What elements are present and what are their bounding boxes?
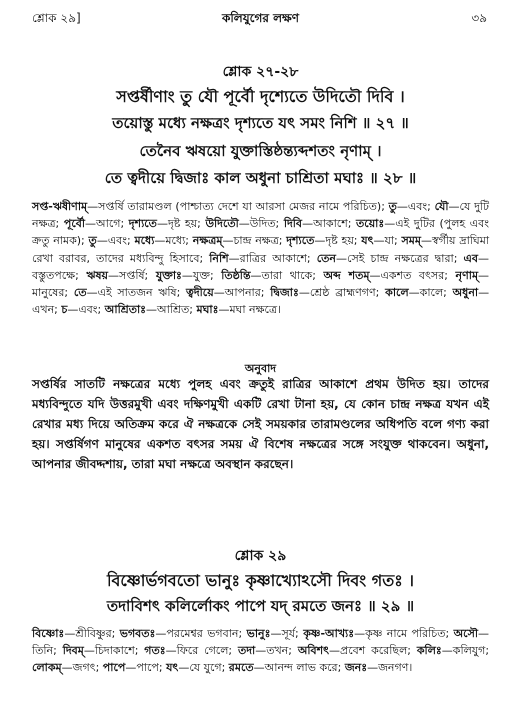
- synonym-meaning: —এই সাতজন ঋষি;: [86, 286, 181, 300]
- synonym-term: মঘাঃ: [196, 303, 219, 317]
- synonym-meaning: —যে যুগে;: [178, 661, 226, 675]
- synonym-term: কলিঃ: [416, 644, 442, 658]
- synonym-term: যুক্তাঃ: [155, 268, 182, 282]
- synonym-meaning: —সপ্তর্ষি তারামণ্ডল (পাশ্চাত্য দেশে যা আরসা মেজর নামে পরিচিত);: [87, 200, 385, 213]
- synonym-term: যৎ: [166, 661, 179, 675]
- synonym-meaning: —যা;: [373, 234, 398, 248]
- synonym-term: পাপে: [102, 661, 126, 675]
- synonym-meaning: —মধ্যে;: [154, 234, 189, 248]
- synonym-meaning: —আশ্রিত;: [146, 303, 193, 317]
- synonym-meaning: —জনগণ।: [367, 661, 413, 675]
- synonym-meaning: —দৃষ্ট হয়;: [156, 217, 201, 231]
- synonym-meaning: —প্রবেশ করেছিল;: [329, 644, 411, 658]
- synonym-meaning: —আকাশে;: [302, 217, 352, 231]
- synonym-term: ঋষয়: [86, 268, 109, 282]
- synonym-meaning: —সেই চান্দ্র নক্ষত্রের দ্বারা;: [336, 251, 458, 265]
- synonym-term: নৃণাম্: [455, 268, 479, 282]
- synonym-term: লোকম্: [32, 661, 62, 675]
- verse-line: সপ্তর্ষীণাং তু যৌ পূর্বৌ দৃশ্যেতে উদিতৌ দিবি ।: [116, 87, 405, 106]
- synonym-term: দিবম্: [62, 644, 84, 658]
- synonym-term: এব: [463, 251, 479, 265]
- synonym-meaning: —পরমেশ্বর ভগবান;: [155, 627, 243, 640]
- synonym-meaning: —মঘা নক্ষত্রে।: [218, 303, 281, 317]
- synonym-meaning: —এবং;: [67, 303, 102, 317]
- translation-heading: অনুবাদ: [244, 362, 277, 375]
- synonym-meaning: —যে দুটি নক্ষত্র;: [32, 200, 489, 231]
- synonym-term: তিষ্ঠন্তি: [221, 268, 251, 282]
- synonym-term: নক্ষত্রম্: [192, 234, 223, 248]
- synonym-meaning: —তারা থাকে;: [250, 268, 316, 282]
- synonym-meaning: —রাত্রির আকাশে;: [228, 251, 311, 265]
- synonym-term: সমম্: [401, 234, 421, 248]
- synonym-term: যৎ: [361, 234, 374, 248]
- synonym-meaning: —উদিত;: [238, 217, 280, 231]
- synonym-meaning: —তখন;: [255, 644, 292, 658]
- synonym-term: মধ্যে: [134, 234, 155, 248]
- synonym-meaning: —এই দুটির (পুলহ এবং ক্রতু নামক);: [32, 217, 490, 248]
- synonym-term: কৃষ্ণ-আখ্যঃ: [303, 627, 355, 640]
- synonym-term: রমতে: [228, 661, 254, 675]
- page-header: [32, 10, 489, 30]
- synonym-meaning: —ফিরে গেলে;: [165, 644, 233, 658]
- synonym-meaning: —সপ্তর্ষি;: [108, 268, 149, 282]
- synonym-term: কালে: [385, 286, 409, 300]
- synonym-term: দৃশ্যতে: [128, 217, 157, 231]
- synonym-meaning: —শ্রীবিষ্ণুর;: [64, 627, 116, 640]
- synonym-meaning: —একশত বৎসর;: [369, 268, 448, 282]
- synonym-term: নিশি: [209, 251, 229, 265]
- synonym-meaning: —শ্রেষ্ঠ ব্রাহ্মণগণ;: [298, 286, 380, 300]
- verse-line: তেনৈব ঋষয়ো যুক্তাস্তিষ্ঠন্ত্যব্দশতং নৃণাম্ ।: [139, 142, 382, 160]
- synonym-term: জনঃ: [344, 661, 368, 675]
- synonym-meaning: —এবং;: [96, 234, 131, 248]
- synonym-term: আশ্রিতাঃ: [104, 303, 147, 317]
- synonym-meaning: —পাপে;: [125, 661, 163, 675]
- synonym-meaning: —এবং;: [396, 200, 431, 213]
- synonym-meaning: —আগে;: [85, 217, 125, 231]
- synonyms-paragraph: [32, 625, 489, 677]
- verse-heading-29: শ্লোক ২৯: [234, 548, 287, 564]
- verse-line: বিষ্ণোর্ভগবতো ভানুঃ কৃষ্ণাখ্যোঽসৌ দিবং গতঃ ।: [106, 571, 415, 590]
- header-chapter-title: কলিযুগের লক্ষণ: [221, 11, 300, 25]
- synonym-term: ভানুঃ: [246, 627, 271, 640]
- synonym-meaning: —কৃষ্ণ নামে পরিচিত;: [354, 627, 450, 640]
- synonym-term: তে: [73, 286, 87, 300]
- verse-heading-27-28: শ্লোক ২৭-২৮: [222, 64, 299, 80]
- header-verse-ref: শ্লোক ২৯]: [32, 11, 81, 25]
- synonym-meaning: —চিদাকাশে;: [83, 644, 139, 658]
- synonym-term: বিষ্ণোঃ: [32, 627, 65, 640]
- synonym-term: চ: [61, 303, 68, 317]
- synonym-term: তু: [88, 234, 97, 248]
- synonym-term: গতঃ: [144, 644, 166, 658]
- synonym-term: তদা: [237, 644, 256, 658]
- synonym-term: দৃশ্যতে: [286, 234, 315, 248]
- synonym-term: উদিতৌ: [205, 217, 239, 231]
- synonym-term: তয়োঃ: [356, 217, 385, 231]
- synonym-meaning: —কালে;: [408, 286, 447, 300]
- synonym-meaning: —দৃষ্ট হয়;: [314, 234, 358, 248]
- synonym-meaning: —আনন্দ লাভ করে;: [253, 661, 342, 675]
- synonym-term: যৌ: [434, 200, 449, 213]
- synonym-term: পূর্বৌ: [63, 217, 86, 231]
- synonym-meaning: —বস্তুতপক্ষে;: [32, 251, 490, 282]
- synonym-meaning: —জগৎ;: [61, 661, 100, 675]
- synonym-term: অসৌ: [453, 627, 478, 640]
- verse-line: তয়োস্তু মধ্যে নক্ষত্রং দৃশ্যতে যৎ সমং নিশি ॥ ২৭ ॥: [112, 114, 409, 132]
- synonyms-paragraph: [32, 198, 489, 318]
- synonym-meaning: —মানুষের;: [32, 268, 490, 300]
- synonym-meaning: —স্বর্গীয় দ্রাঘিমা রেখা বরাবর, তাদের মধ্যবিন্দু হিসাবে;: [32, 234, 490, 265]
- synonym-term: সপ্ত-ঋষীণাম্: [32, 200, 88, 213]
- synonym-term: দিবি: [283, 217, 303, 231]
- synonym-meaning: —কলিযুগ;: [441, 644, 490, 658]
- synonym-meaning: —তিনি;: [32, 627, 489, 658]
- verse-line: তদাবিশৎ কলির্লোকং পাপে যদ্ রমতে জনঃ ॥ ২৯ ॥: [106, 597, 415, 615]
- synonym-term: অধুনা: [452, 286, 479, 300]
- synonym-term: তু: [388, 200, 397, 213]
- synonym-term: ত্বদীয়ে: [186, 286, 214, 300]
- synonym-term: অব্দ শতম্: [323, 268, 370, 282]
- verse-line: তে ত্বদীয়ে দ্বিজাঃ কাল অধুনা চাশ্রিতা মঘাঃ ॥ ২৮ ॥: [104, 169, 417, 187]
- synonym-term: অবিশৎ: [297, 644, 329, 658]
- translation-paragraph: সপ্তর্ষির সাতটি নক্ষত্রের মধ্যে পুলহ এবং ক্রতুই রাত্রির আকাশে প্রথম উদিত হয়। তাদের মধ্যবিন্দুতে যদি উত্তরমুখী এবং দক্ষিণমুখী একটি রেখা টানা হয়, যে কোন চান্দ্র নক্ষত্র যখন এই রেখার মধ্য দিয়ে অতিক্রম করে ঐ নক্ষত্রকে সেই সময়কার তারামণ্ডলের অধিপতি বলে গণ্য করা হয়। সপ্তর্ষিগণ মানুষের একশত বৎসর সময় ঐ বিশেষ নক্ষত্রের সঙ্গে সংযুক্ত থাকবেন। অধুনা, আপনার জীবদ্দশায়, তারা মঘা নক্ষত্রে অবস্থান করছেন।: [32, 377, 489, 471]
- synonym-meaning: —চান্দ্র নক্ষত্র;: [222, 234, 283, 248]
- header-page-number: ৩৯: [471, 11, 487, 25]
- synonym-meaning: —আপনার;: [213, 286, 265, 300]
- synonym-meaning: —যুক্ত;: [181, 268, 214, 282]
- synonym-meaning: —এখন;: [32, 286, 490, 317]
- synonym-meaning: —সূর্য;: [270, 627, 299, 640]
- synonym-term: ভগবতঃ: [119, 627, 156, 640]
- synonym-term: তেন: [316, 251, 336, 265]
- synonym-term: দ্বিজাঃ: [270, 286, 299, 300]
